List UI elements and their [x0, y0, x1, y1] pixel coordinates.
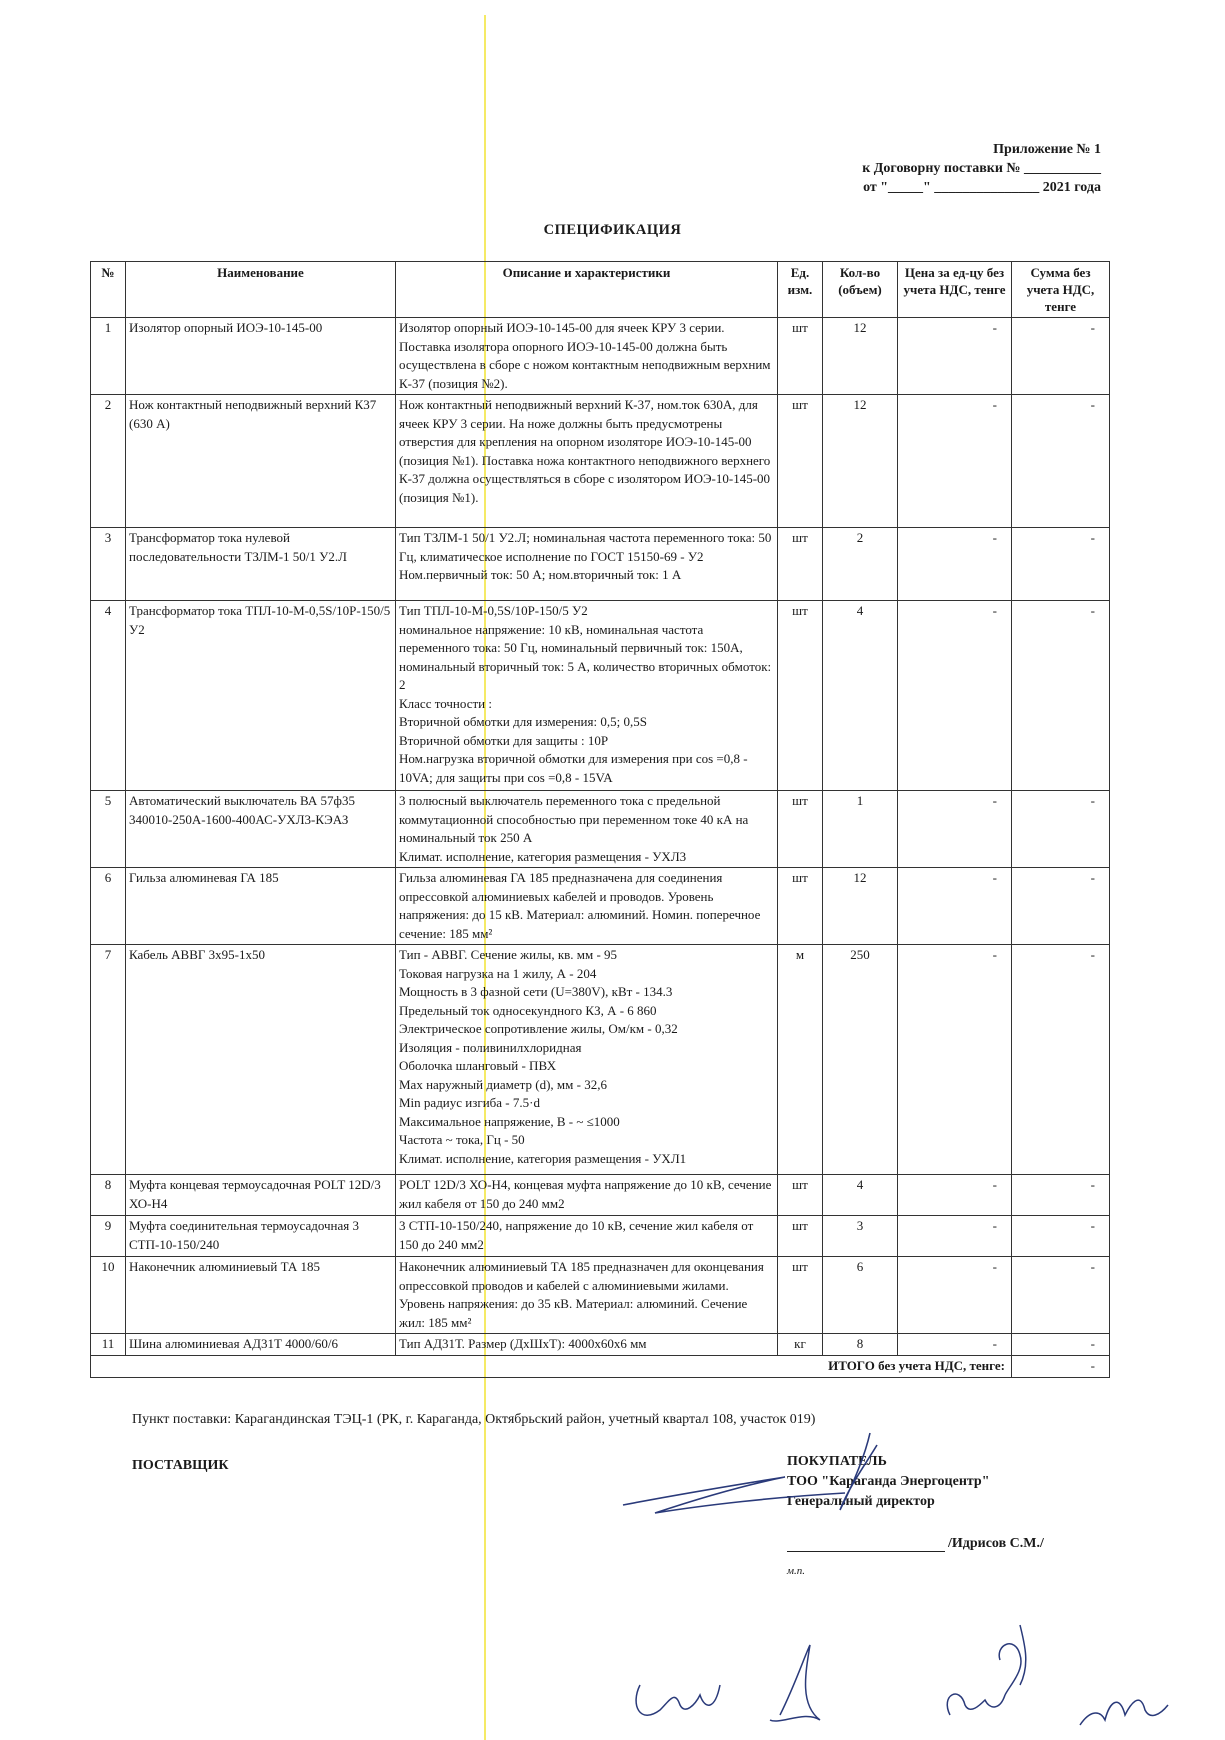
row-quantity: 8: [823, 1334, 898, 1356]
table-row: [91, 1216, 1110, 1257]
table-row: [91, 791, 1110, 868]
row-sum: -: [1012, 945, 1110, 1175]
row-name: Изолятор опорный ИОЭ-10-145-00: [126, 318, 396, 395]
row-price: -: [898, 395, 1012, 528]
signer-name: /Идрисов С.М./: [948, 1536, 1044, 1551]
row-description: 3 полюсный выключатель переменного тока с предельной коммутационной способностью при переменном токе 40 кА на номинальный ток 250 А Климат. исполнение, категория размещения - УХЛ3: [396, 791, 778, 868]
row-unit: шт: [778, 868, 823, 945]
row-num: 10: [91, 1257, 126, 1334]
row-price: -: [898, 868, 1012, 945]
appendix-title: Приложение № 1: [993, 142, 1101, 157]
row-unit: шт: [778, 1175, 823, 1216]
row-quantity: 4: [823, 601, 898, 791]
approval-signatures: [620, 1615, 1180, 1740]
row-sum: -: [1012, 868, 1110, 945]
row-name: Шина алюминиевая АД31Т 4000/60/6: [126, 1334, 396, 1356]
row-num: 5: [91, 791, 126, 868]
row-unit: шт: [778, 791, 823, 868]
row-num: 7: [91, 945, 126, 1175]
column-header-price: Цена за ед-цу без учета НДС, тенге: [898, 262, 1012, 318]
row-quantity: 12: [823, 868, 898, 945]
row-price: -: [898, 528, 1012, 601]
row-quantity: 6: [823, 1257, 898, 1334]
row-price: -: [898, 1257, 1012, 1334]
row-quantity: 250: [823, 945, 898, 1175]
row-name: Гильза алюминевая ГА 185: [126, 868, 396, 945]
column-header-unit: Ед. изм.: [778, 262, 823, 318]
row-sum: -: [1012, 601, 1110, 791]
row-price: -: [898, 318, 1012, 395]
contract-reference: к Договорну поставки № ___________: [862, 161, 1101, 176]
row-num: 11: [91, 1334, 126, 1356]
row-sum: -: [1012, 1216, 1110, 1257]
row-name: Автоматический выключатель ВА 57ф35 340010-250А-1600-400АС-УХЛ3-КЭАЗ: [126, 791, 396, 868]
row-sum: -: [1012, 1257, 1110, 1334]
table-row: [91, 395, 1110, 528]
row-unit: шт: [778, 528, 823, 601]
table-row: [91, 601, 1110, 791]
row-description: Гильза алюминевая ГА 185 предназначена для соединения опрессовкой алюминиевых кабелей и проводов. Уровень напряжения: до 15 кВ. Материал: алюминий. Номин. поперечное сечение: 185 мм²: [396, 868, 778, 945]
row-quantity: 1: [823, 791, 898, 868]
row-price: -: [898, 1334, 1012, 1356]
table-row: [91, 318, 1110, 395]
appendix-header: [862, 140, 1101, 197]
row-description: Нож контактный неподвижный верхний К-37, ном.ток 630А, для ячеек КРУ 3 серии. На ноже должны быть предусмотрены отверстия для крепления на опорном изоляторе ИОЭ-10-145-00 (позиция №1). Поставка ножа контактного неподвижного верхнего К-37 должна осуществляться в сборе с изолятором ИОЭ-10-145-00 (позиция №1).: [396, 395, 778, 528]
row-name: Трансформатор тока нулевой последовательности ТЗЛМ-1 50/1 У2.Л: [126, 528, 396, 601]
row-quantity: 12: [823, 318, 898, 395]
row-unit: шт: [778, 395, 823, 528]
row-description: Тип ТПЛ-10-М-0,5S/10Р-150/5 У2 номинальное напряжение: 10 кВ, номинальная частота переменного тока: 50 Гц, номинальный первичный ток: 150А, номинальный вторичный ток: 5 А, количество вторичных обмоток: 2 Класс точности : Вторичной обмотки для измерения: 0,5; 0,5S Вторичной обмотки для защиты : 10Р Ном.нагрузка вторичной обмотки для измерения при cos =0,8 - 10VA; для защиты при cos =0,8 - 15VA: [396, 601, 778, 791]
table-row: [91, 1334, 1110, 1356]
row-quantity: 2: [823, 528, 898, 601]
row-description: 3 СТП-10-150/240, напряжение до 10 кВ, сечение жил кабеля от 150 до 240 мм2: [396, 1216, 778, 1257]
row-description: Наконечник алюминиевый ТА 185 предназначен для оконцевания опрессовкой проводов и кабелей с алюминиевыми жилами. Уровень напряжения: до 35 кВ. Материал: алюминий. Сечение жил: 185 мм²: [396, 1257, 778, 1334]
row-unit: м: [778, 945, 823, 1175]
total-label: ИТОГО без учета НДС, тенге:: [91, 1356, 1012, 1378]
row-num: 4: [91, 601, 126, 791]
contract-date: от "_____" _______________ 2021 года: [863, 180, 1101, 195]
column-header-description: Описание и характеристики: [396, 262, 778, 318]
table-row: [91, 528, 1110, 601]
row-sum: -: [1012, 318, 1110, 395]
buyer-label: ПОКУПАТЕЛЬ: [787, 1454, 887, 1469]
column-header-num: №: [91, 262, 126, 318]
row-num: 2: [91, 395, 126, 528]
buyer-signature: [615, 1425, 975, 1535]
row-name: Муфта соединительная термоусадочная 3 СТП-10-150/240: [126, 1216, 396, 1257]
row-description: Тип - АВВГ. Сечение жилы, кв. мм - 95 Токовая нагрузка на 1 жилу, А - 204 Мощность в 3 фазной сети (U=380V), кВт - 134.3 Предельный ток односекундного КЗ, А - 6 860 Электрическое сопротивление жилы, Ом/км - 0,32 Изоляция - поливинилхлоридная Оболочка шланговый - ПВХ Мах наружный диаметр (d), мм - 32,6 Min радиус изгиба - 7.5·d Максимальное напряжение, В - ~ ≤1000 Частота ~ тока, Гц - 50 Климат. исполнение, категория размещения - УХЛ1: [396, 945, 778, 1175]
signature-blank: [787, 1537, 945, 1552]
row-sum: -: [1012, 1334, 1110, 1356]
row-num: 6: [91, 868, 126, 945]
row-num: 1: [91, 318, 126, 395]
row-name: Нож контактный неподвижный верхний К37 (630 А): [126, 395, 396, 528]
stamp-place-label: м.п.: [787, 1565, 806, 1577]
row-quantity: 3: [823, 1216, 898, 1257]
row-description: POLT 12D/3 ХО-Н4, концевая муфта напряжение до 10 кВ, сечение жил кабеля от 150 до 240 мм2: [396, 1175, 778, 1216]
row-description: Тип ТЗЛМ-1 50/1 У2.Л; номинальная частота переменного тока: 50 Гц, климатическое исполнение по ГОСТ 15150-69 - У2 Ном.первичный ток: 50 А; ном.вторичный ток: 1 А: [396, 528, 778, 601]
row-sum: -: [1012, 1175, 1110, 1216]
column-header-quantity: Кол-во (объем): [823, 262, 898, 318]
total-value: -: [1012, 1356, 1110, 1378]
row-name: Муфта концевая термоусадочная POLT 12D/3 ХО-Н4: [126, 1175, 396, 1216]
row-description: Тип АД31Т. Размер (ДхШхТ): 4000х60х6 мм: [396, 1334, 778, 1356]
table-total-row: [91, 1356, 1110, 1378]
row-price: -: [898, 601, 1012, 791]
delivery-point: Пункт поставки: Карагандинская ТЭЦ-1 (РК, г. Караганда, Октябрьский район, учетный квартал 108, участок 019): [132, 1412, 816, 1427]
row-quantity: 12: [823, 395, 898, 528]
document-title: СПЕЦИФИКАЦИЯ: [543, 222, 682, 238]
signature-line: [787, 1536, 1044, 1552]
row-price: -: [898, 1175, 1012, 1216]
row-price: -: [898, 791, 1012, 868]
buyer-position: Генеральный директор: [787, 1494, 935, 1509]
row-unit: шт: [778, 318, 823, 395]
column-header-name: Наименование: [126, 262, 396, 318]
row-sum: -: [1012, 395, 1110, 528]
row-sum: -: [1012, 528, 1110, 601]
table-row: [91, 868, 1110, 945]
row-unit: шт: [778, 601, 823, 791]
table-row: [91, 1257, 1110, 1334]
specification-table: [90, 261, 1110, 1378]
row-price: -: [898, 945, 1012, 1175]
supplier-label: ПОСТАВЩИК: [132, 1458, 229, 1473]
row-quantity: 4: [823, 1175, 898, 1216]
table-row: [91, 1175, 1110, 1216]
row-name: Трансформатор тока ТПЛ-10-М-0,5S/10Р-150/5 У2: [126, 601, 396, 791]
row-num: 9: [91, 1216, 126, 1257]
row-price: -: [898, 1216, 1012, 1257]
row-sum: -: [1012, 791, 1110, 868]
row-unit: шт: [778, 1257, 823, 1334]
row-unit: кг: [778, 1334, 823, 1356]
row-name: Наконечник алюминиевый ТА 185: [126, 1257, 396, 1334]
row-num: 3: [91, 528, 126, 601]
column-header-sum: Сумма без учета НДС, тенге: [1012, 262, 1110, 318]
buyer-organization: ТОО "Караганда Энергоцентр": [787, 1474, 990, 1489]
table-header-row: [91, 262, 1110, 318]
row-unit: шт: [778, 1216, 823, 1257]
row-name: Кабель АВВГ 3х95-1х50: [126, 945, 396, 1175]
row-description: Изолятор опорный ИОЭ-10-145-00 для ячеек КРУ 3 серии. Поставка изолятора опорного ИОЭ-10-145-00 должна быть осуществлена в сборе с ножом контактным неподвижным верхним К-37 (позиция №2).: [396, 318, 778, 395]
row-num: 8: [91, 1175, 126, 1216]
table-row: [91, 945, 1110, 1175]
